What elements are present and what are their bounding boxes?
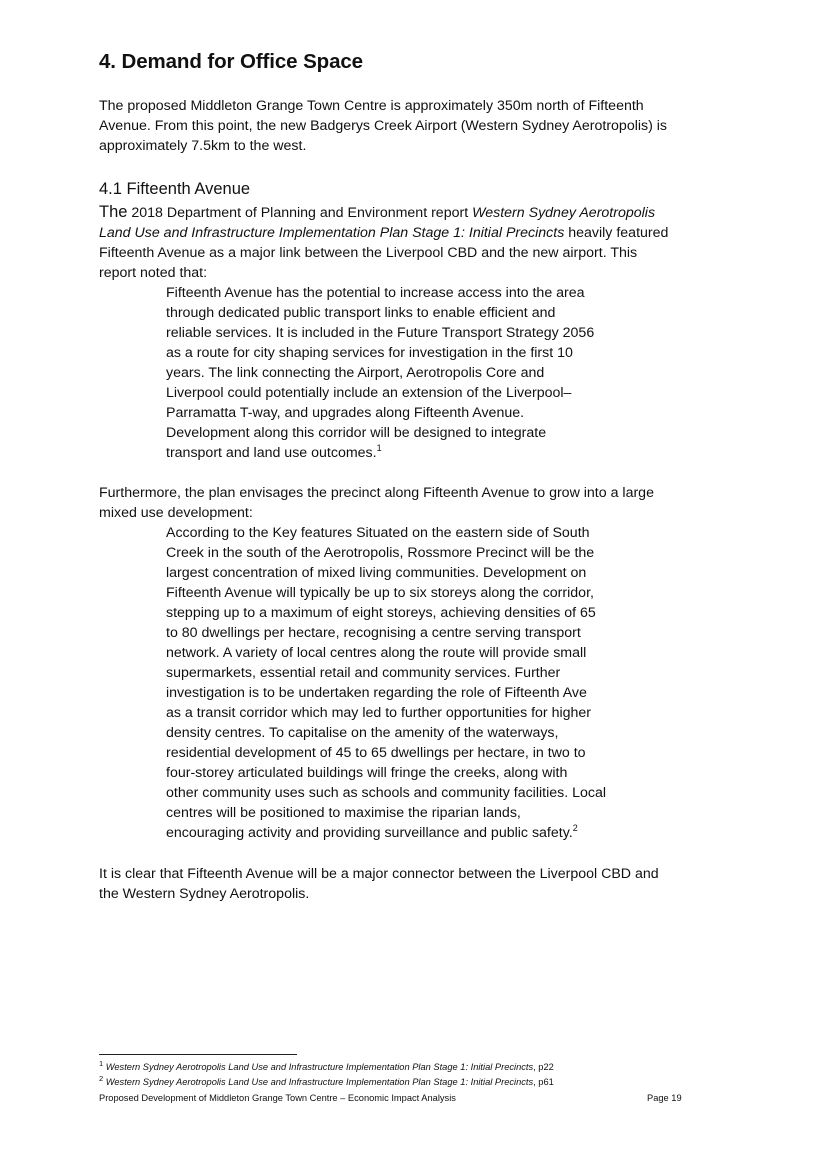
report-title-italic: Western Sydney Aerotropolis bbox=[472, 205, 656, 221]
conclusion-paragraph bbox=[99, 864, 711, 904]
quote-line: Parramatta T-way, and upgrades along Fifteenth Avenue. bbox=[166, 405, 525, 421]
footnote-number: 1 bbox=[99, 1059, 104, 1068]
footnote-1 bbox=[99, 1061, 554, 1074]
quote-text: transport and land use outcomes. bbox=[166, 445, 377, 461]
quote-line bbox=[166, 823, 646, 843]
footer-doc-title: Proposed Development of Middleton Grange Town Centre – Economic Impact Analysis bbox=[99, 1093, 456, 1103]
quote-line: as a transit corridor which may led to further opportunities for higher bbox=[166, 705, 592, 721]
quote-line: stepping up to a maximum of eight storeys, achieving densities of 65 bbox=[166, 605, 596, 621]
subsection-heading: 4.1 Fifteenth Avenue bbox=[99, 180, 251, 198]
footnote-2 bbox=[99, 1076, 554, 1089]
quote-line: through dedicated public transport links to enable efficient and bbox=[166, 305, 556, 321]
quote-line: centres will be positioned to maximise the riparian lands, bbox=[166, 805, 521, 821]
footnote-page: , p61 bbox=[533, 1077, 554, 1087]
quote-line: Liverpool could potentially include an extension of the Liverpool– bbox=[166, 385, 572, 401]
footnote-ref-2[interactable]: 2 bbox=[572, 823, 578, 833]
quote-line: According to the Key features Situated on the eastern side of South bbox=[166, 525, 590, 541]
quote-line: four-storey articulated buildings will fringe the creeks, along with bbox=[166, 765, 568, 781]
footer-page-number: Page 19 bbox=[647, 1093, 682, 1103]
quote-line: supermarkets, essential retail and community services. Further bbox=[166, 665, 561, 681]
intro-line: Avenue. From this point, the new Badgerys Creek Airport (Western Sydney Aerotropolis) is bbox=[99, 118, 668, 134]
intro-line: approximately 7.5km to the west. bbox=[99, 138, 307, 154]
report-text: 2018 Department of Planning and Environment report bbox=[127, 205, 473, 221]
quote-line: network. A variety of local centres along the route will provide small bbox=[166, 645, 587, 661]
plan-line: mixed use development: bbox=[99, 505, 253, 521]
quote-line: years. The link connecting the Airport, Aerotropolis Core and bbox=[166, 365, 545, 381]
report-line bbox=[99, 223, 711, 243]
quote-line: investigation is to be undertaken regarding the role of Fifteenth Ave bbox=[166, 685, 587, 701]
quote-line: other community uses such as schools and community facilities. Local bbox=[166, 785, 607, 801]
plan-paragraph bbox=[99, 483, 711, 523]
report-title-italic: Land Use and Infrastructure Implementation Plan Stage 1: Initial Precincts bbox=[99, 225, 565, 241]
report-line: report noted that: bbox=[99, 265, 208, 281]
footnote-divider bbox=[99, 1054, 297, 1055]
quote-line: largest concentration of mixed living communities. Development on bbox=[166, 565, 587, 581]
quote-line bbox=[166, 443, 646, 463]
footnote-page: , p22 bbox=[533, 1062, 554, 1072]
intro-line: The proposed Middleton Grange Town Centre is approximately 350m north of Fifteenth bbox=[99, 98, 644, 114]
report-line: Fifteenth Avenue as a major link between the Liverpool CBD and the new airport. This bbox=[99, 245, 638, 261]
quote-text: encouraging activity and providing surveillance and public safety. bbox=[166, 825, 573, 841]
footnote-title: Western Sydney Aerotropolis Land Use and Infrastructure Implementation Plan Stage 1: Initial Precincts bbox=[105, 1077, 534, 1087]
quote-line: Fifteenth Avenue will typically be up to six storeys along the corridor, bbox=[166, 585, 594, 601]
conclusion-line: It is clear that Fifteenth Avenue will be a major connector between the Liverpool CBD and bbox=[99, 866, 659, 882]
report-lead-word: The bbox=[99, 203, 128, 221]
report-paragraph bbox=[99, 202, 711, 283]
intro-paragraph bbox=[99, 96, 711, 156]
block-quote-2 bbox=[166, 523, 646, 843]
footnote-number: 2 bbox=[99, 1074, 104, 1083]
quote-line: reliable services. It is included in the Future Transport Strategy 2056 bbox=[166, 325, 595, 341]
quote-line: Creek in the south of the Aerotropolis, Rossmore Precinct will be the bbox=[166, 545, 595, 561]
footnote-ref-1[interactable]: 1 bbox=[376, 443, 382, 453]
footnote-title: Western Sydney Aerotropolis Land Use and Infrastructure Implementation Plan Stage 1: Initial Precincts bbox=[105, 1062, 534, 1072]
block-quote-1 bbox=[166, 283, 646, 463]
quote-line: residential development of 45 to 65 dwellings per hectare, in two to bbox=[166, 745, 586, 761]
report-text: heavily featured bbox=[564, 225, 669, 241]
section-heading: 4. Demand for Office Space bbox=[99, 50, 363, 73]
quote-line: as a route for city shaping services for investigation in the first 10 bbox=[166, 345, 573, 361]
quote-line: Fifteenth Avenue has the potential to increase access into the area bbox=[166, 285, 585, 301]
plan-line: Furthermore, the plan envisages the precinct along Fifteenth Avenue to grow into a large bbox=[99, 485, 654, 501]
conclusion-line: the Western Sydney Aerotropolis. bbox=[99, 886, 310, 902]
quote-line: to 80 dwellings per hectare, recognising a centre serving transport bbox=[166, 625, 581, 641]
quote-line: Development along this corridor will be designed to integrate bbox=[166, 425, 547, 441]
report-line bbox=[99, 202, 711, 223]
quote-line: density centres. To capitalise on the amenity of the waterways, bbox=[166, 725, 559, 741]
